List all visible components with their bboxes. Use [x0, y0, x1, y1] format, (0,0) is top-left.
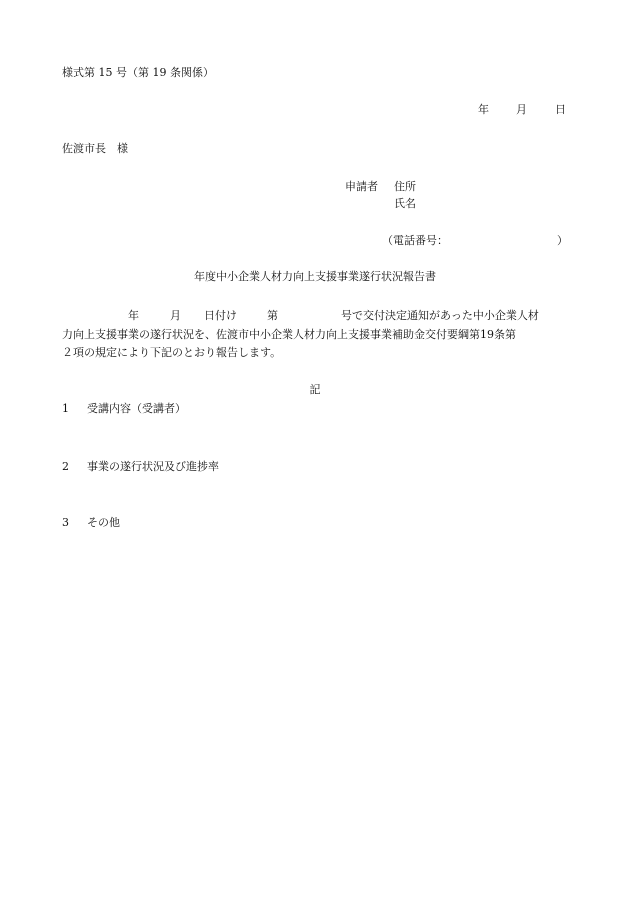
ki-heading: 記 [309, 383, 321, 396]
form-number: 様式第 15 号（第 19 条関係） [62, 66, 214, 79]
body-paragraph [62, 307, 568, 363]
date-day-label: 日 [555, 103, 566, 116]
body-month-label: 月 [170, 309, 181, 322]
phone-line [382, 234, 568, 248]
body-number-prefix: 第 [267, 309, 278, 322]
addressee: 佐渡市長 様 [62, 142, 128, 155]
item-number: 1 [62, 402, 69, 415]
body-line-2: 力向上支援事業の遂行状況を、佐渡市中小企業人材力向上支援事業補助金交付要綱第19条第 [62, 327, 516, 341]
body-line-1-rest: 号で交付決定通知があった中小企業人材 [341, 309, 539, 322]
item-number: 3 [62, 516, 69, 529]
item-label: 事業の遂行状況及び進捗率 [87, 460, 219, 473]
applicant-label: 申請者 [345, 180, 378, 193]
address-label: 住所 [394, 180, 416, 193]
body-dated-label: 日付け [204, 309, 237, 322]
body-line-1 [62, 307, 568, 326]
item-number: 2 [62, 460, 69, 473]
item-label: その他 [87, 516, 120, 529]
document-title: 年度中小企業人材力向上支援事業遂行状況報告書 [194, 270, 436, 283]
phone-label: （電話番号： [382, 234, 448, 247]
date-year-label: 年 [478, 103, 489, 116]
phone-close-paren: ） [557, 234, 568, 247]
body-line-3: ２項の規定により下記のとおり報告します。 [62, 346, 282, 359]
item-1 [62, 402, 186, 416]
name-label: 氏名 [394, 197, 416, 210]
item-2 [62, 460, 219, 474]
item-3 [62, 516, 120, 530]
date-month-label: 月 [516, 103, 527, 116]
item-label: 受講内容（受講者） [87, 402, 186, 415]
body-year-label: 年 [128, 309, 139, 322]
